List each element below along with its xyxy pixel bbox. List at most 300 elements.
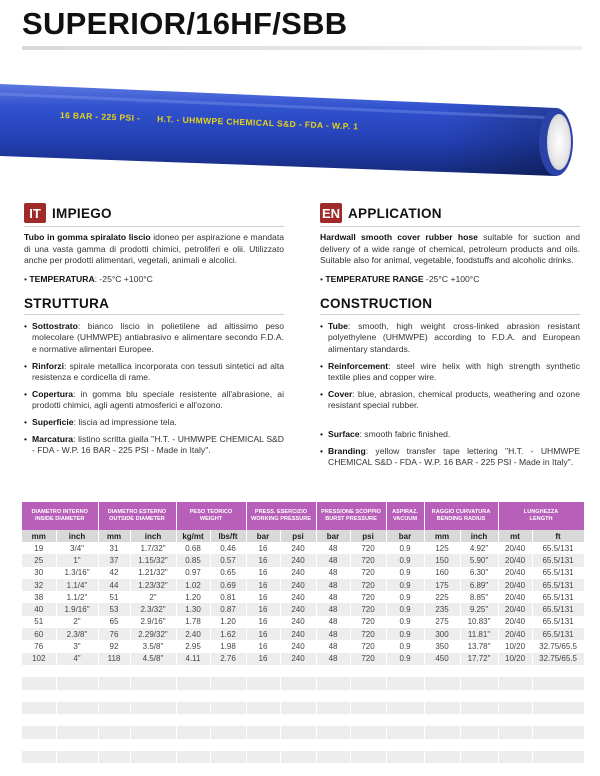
hose-print-main: H.T. - UHMWPE CHEMICAL S&D - FDA - W.P. 1: [156, 113, 359, 132]
construction-list-it: [24, 321, 284, 457]
unit-header-cell: psi: [350, 530, 386, 542]
unit-header-cell: mm: [22, 530, 56, 542]
table-cell: 48: [316, 542, 350, 554]
table-cell: 19: [22, 542, 56, 554]
table-cell: [176, 677, 210, 689]
table-cell: [176, 726, 210, 738]
table-cell: [386, 677, 424, 689]
header-weight: PESO TEORICO WEIGHT: [176, 502, 246, 530]
table-cell: 51: [98, 591, 130, 603]
table-cell: 16: [246, 616, 280, 628]
table-cell: [424, 739, 460, 751]
table-cell: 0.9: [386, 653, 424, 665]
table-cell: 48: [316, 616, 350, 628]
table-row-empty: [22, 739, 584, 751]
table-cell: 20/40: [498, 616, 532, 628]
table-cell: 16: [246, 640, 280, 652]
table-cell: [56, 665, 98, 677]
table-cell: 2.3/8": [56, 628, 98, 640]
table-cell: [532, 726, 584, 738]
table-cell: 720: [350, 567, 386, 579]
table-cell: 20/40: [498, 579, 532, 591]
table-cell: [98, 690, 130, 702]
table-cell: [210, 714, 246, 726]
table-cell: [460, 726, 498, 738]
table-cell: 6.30": [460, 567, 498, 579]
table-cell: 92: [98, 640, 130, 652]
header-burst-pressure: PRESSIONE SCOPPIO BURST PRESSURE: [316, 502, 386, 530]
table-cell: 720: [350, 628, 386, 640]
table-cell: 3": [56, 640, 98, 652]
table-cell: 65.5/131: [532, 542, 584, 554]
table-cell: [498, 702, 532, 714]
table-cell: 1.23/32": [130, 579, 176, 591]
table-cell: 48: [316, 579, 350, 591]
table-cell: 2.76: [210, 653, 246, 665]
table-row-empty: [22, 665, 584, 677]
table-cell: [176, 751, 210, 763]
table-cell: 150: [424, 554, 460, 566]
table-cell: 720: [350, 640, 386, 652]
table-cell: [130, 677, 176, 689]
table-cell: 0.9: [386, 579, 424, 591]
table-cell: [210, 690, 246, 702]
language-badge-it: IT: [24, 203, 46, 223]
table-cell: [130, 739, 176, 751]
table-row: [22, 579, 584, 591]
table-cell: 2.95: [176, 640, 210, 652]
list-item: • Cover: blue, abrasion, chemical products, weathering and ozone resistant special rubber.: [320, 389, 580, 412]
table-cell: [56, 726, 98, 738]
table-cell: [246, 702, 280, 714]
table-cell: 240: [280, 603, 316, 615]
table-cell: 51: [22, 616, 56, 628]
unit-header-cell: inch: [56, 530, 98, 542]
table-cell: 0.9: [386, 628, 424, 640]
table-cell: 0.57: [210, 554, 246, 566]
table-cell: [386, 726, 424, 738]
table-row: [22, 603, 584, 615]
table-cell: 32: [22, 579, 56, 591]
section-title-struttura: STRUTTURA: [24, 295, 110, 311]
table-cell: 32.75/65.5: [532, 653, 584, 665]
table-cell: 0.68: [176, 542, 210, 554]
table-cell: 2.3/32": [130, 603, 176, 615]
table-cell: 0.65: [210, 567, 246, 579]
table-cell: 1.15/32": [130, 554, 176, 566]
unit-header-cell: mm: [424, 530, 460, 542]
table-cell: 9.25": [460, 603, 498, 615]
temperature-en: • TEMPERATURE RANGE -25°C +100°C: [320, 273, 480, 284]
table-cell: 1.7/32": [130, 542, 176, 554]
unit-header-cell: ft: [532, 530, 584, 542]
table-cell: 20/40: [498, 567, 532, 579]
hose-liner-end: [547, 114, 571, 170]
table-cell: [460, 690, 498, 702]
table-cell: 0.46: [210, 542, 246, 554]
table-cell: 65.5/131: [532, 591, 584, 603]
table-cell: 0.85: [176, 554, 210, 566]
table-cell: 53: [98, 603, 130, 615]
table-row-empty: [22, 677, 584, 689]
table-cell: 2.9/16": [130, 616, 176, 628]
table-cell: 1.20: [176, 591, 210, 603]
table-cell: 16: [246, 628, 280, 640]
table-cell: 1.1/4": [56, 579, 98, 591]
table-cell: 720: [350, 579, 386, 591]
table-cell: 1.62: [210, 628, 246, 640]
list-item: • Surface: smooth fabric finished.: [320, 429, 580, 441]
table-cell: 65: [98, 616, 130, 628]
table-cell: [210, 702, 246, 714]
table-cell: 1.02: [176, 579, 210, 591]
table-cell: [246, 714, 280, 726]
table-cell: [460, 714, 498, 726]
table-cell: [386, 714, 424, 726]
table-cell: 235: [424, 603, 460, 615]
table-body: [22, 542, 584, 763]
list-item: • Rinforzi: spirale metallica incorporata con tessuti sintetici ad alta resistenza e cordicella di rame.: [24, 361, 284, 384]
table-cell: [424, 714, 460, 726]
table-cell: 16: [246, 603, 280, 615]
table-cell: 65.5/131: [532, 579, 584, 591]
table-cell: 3/4": [56, 542, 98, 554]
table-cell: 20/40: [498, 603, 532, 615]
table-cell: 20/40: [498, 628, 532, 640]
table-cell: 38: [22, 591, 56, 603]
intro-paragraph-en: Hardwall smooth cover rubber hose suitable for suction and delivery of a wide range of chemical, petroleum products and oils. Suitable also for animal, vegetable, foodstuffs and alcoholic drinks.: [320, 232, 580, 266]
table-cell: [424, 665, 460, 677]
table-cell: 10/20: [498, 640, 532, 652]
table-cell: 65.5/131: [532, 628, 584, 640]
table-cell: [424, 677, 460, 689]
header-length: LUNGHEZZA LENGTH: [498, 502, 584, 530]
table-cell: 2.40: [176, 628, 210, 640]
table-cell: 42: [98, 567, 130, 579]
hose-print-left: 16 BAR - 225 PSI -: [59, 110, 144, 124]
table-cell: [532, 702, 584, 714]
table-cell: [316, 702, 350, 714]
table-cell: 6.89": [460, 579, 498, 591]
table-cell: 300: [424, 628, 460, 640]
table-cell: [246, 726, 280, 738]
table-cell: [22, 677, 56, 689]
table-cell: 0.87: [210, 603, 246, 615]
table-cell: 10/20: [498, 653, 532, 665]
table-row-empty: [22, 690, 584, 702]
unit-header-cell: lbs/ft: [210, 530, 246, 542]
table-cell: 16: [246, 567, 280, 579]
table-cell: [56, 702, 98, 714]
table-cell: [22, 690, 56, 702]
table-cell: [130, 690, 176, 702]
table-cell: 240: [280, 616, 316, 628]
table-cell: 65.5/131: [532, 603, 584, 615]
table-cell: 48: [316, 603, 350, 615]
table-cell: 0.9: [386, 603, 424, 615]
list-item: • Copertura: in gomma blu speciale resistente all'abrasione, ai prodotti chimici, agli agenti atmosferici e all'ozono.: [24, 389, 284, 412]
table-cell: 30: [22, 567, 56, 579]
table-cell: 0.9: [386, 640, 424, 652]
table-cell: 1.9/16": [56, 603, 98, 615]
header-working-pressure: PRESS. ESERCIZIO WORKING PRESSURE: [246, 502, 316, 530]
table-row: [22, 653, 584, 665]
table-cell: [22, 702, 56, 714]
table-cell: [210, 665, 246, 677]
table-cell: [130, 702, 176, 714]
list-item: • Reinforcement: steel wire helix with high strength synthetic textile plies and copper wire.: [320, 361, 580, 384]
table-cell: 48: [316, 640, 350, 652]
table-cell: 32.75/65.5: [532, 640, 584, 652]
unit-header-cell: mt: [498, 530, 532, 542]
table-cell: [130, 751, 176, 763]
table-cell: [56, 677, 98, 689]
table-row: [22, 567, 584, 579]
table-cell: [460, 702, 498, 714]
table-cell: [130, 665, 176, 677]
table-cell: 1": [56, 554, 98, 566]
table-cell: 450: [424, 653, 460, 665]
table-cell: [176, 714, 210, 726]
table-row-empty: [22, 702, 584, 714]
table-cell: 240: [280, 554, 316, 566]
unit-header-cell: inch: [460, 530, 498, 542]
table-cell: 160: [424, 567, 460, 579]
table-cell: [210, 726, 246, 738]
section-title-application: APPLICATION: [348, 205, 442, 221]
table-cell: 275: [424, 616, 460, 628]
table-cell: 240: [280, 628, 316, 640]
table-cell: 4.92": [460, 542, 498, 554]
table-cell: 0.9: [386, 542, 424, 554]
table-cell: [210, 751, 246, 763]
table-cell: [350, 751, 386, 763]
table-cell: 65.5/131: [532, 616, 584, 628]
table-cell: [350, 677, 386, 689]
unit-header-cell: bar: [316, 530, 350, 542]
table-cell: [460, 677, 498, 689]
table-cell: 225: [424, 591, 460, 603]
table-cell: [532, 714, 584, 726]
italian-section: [24, 203, 284, 457]
table-cell: [316, 714, 350, 726]
table-cell: 1.20: [210, 616, 246, 628]
header-inside-diameter: DIAMETRO INTERNO INSIDE DIAMETER: [22, 502, 98, 530]
table-cell: 2.29/32": [130, 628, 176, 640]
table-cell: 48: [316, 628, 350, 640]
unit-header-cell: inch: [130, 530, 176, 542]
table-cell: 65.5/131: [532, 567, 584, 579]
unit-header-cell: kg/mt: [176, 530, 210, 542]
table-cell: [22, 751, 56, 763]
table-cell: 720: [350, 591, 386, 603]
table-cell: 48: [316, 567, 350, 579]
section-divider: [24, 226, 284, 227]
table-cell: [498, 726, 532, 738]
table-cell: [56, 690, 98, 702]
table-cell: [532, 690, 584, 702]
table-cell: [176, 665, 210, 677]
table-cell: [316, 726, 350, 738]
table-cell: [280, 665, 316, 677]
list-item: • Superficie: liscia ad impressione tela.: [24, 417, 284, 429]
page-title: SUPERIOR/16HF/SBB: [22, 6, 348, 41]
unit-header-cell: psi: [280, 530, 316, 542]
table-cell: 11.81": [460, 628, 498, 640]
table-cell: [280, 714, 316, 726]
table-cell: 0.9: [386, 616, 424, 628]
table-cell: 240: [280, 567, 316, 579]
title-underline: [22, 46, 582, 50]
table-cell: 20/40: [498, 554, 532, 566]
table-cell: 4.5/8": [130, 653, 176, 665]
table-cell: 4": [56, 653, 98, 665]
table-cell: 240: [280, 542, 316, 554]
table-cell: [280, 739, 316, 751]
table-cell: [22, 726, 56, 738]
table-cell: [424, 702, 460, 714]
table-cell: 118: [98, 653, 130, 665]
section-title-impiego: IMPIEGO: [52, 205, 112, 221]
table-cell: [498, 677, 532, 689]
table-row-empty: [22, 751, 584, 763]
table-cell: [280, 690, 316, 702]
table-cell: 1.3/16": [56, 567, 98, 579]
table-cell: [316, 665, 350, 677]
table-cell: 720: [350, 616, 386, 628]
english-section: [320, 203, 580, 469]
table-cell: [280, 702, 316, 714]
list-item: • Tube: smooth, high weight cross-linked abrasion resistant polyethylene (UHMWPE) according to F.D.A. and European alimentary standards.: [320, 321, 580, 356]
table-cell: [56, 739, 98, 751]
table-cell: 5.90": [460, 554, 498, 566]
table-cell: [350, 726, 386, 738]
table-cell: 40: [22, 603, 56, 615]
list-item: • Marcatura: listino scritta gialla "H.T. - UHMWPE CHEMICAL S&D - FDA - W.P. 16 BAR - 225 PSI - Made in Italy".: [24, 434, 284, 457]
table-cell: 720: [350, 653, 386, 665]
table-cell: 240: [280, 653, 316, 665]
table-cell: [22, 739, 56, 751]
table-cell: [460, 665, 498, 677]
table-cell: 240: [280, 579, 316, 591]
table-cell: 175: [424, 579, 460, 591]
table-cell: [424, 726, 460, 738]
table-cell: [98, 677, 130, 689]
table-cell: [350, 739, 386, 751]
table-row: [22, 542, 584, 554]
table-cell: 4.11: [176, 653, 210, 665]
table-cell: [424, 751, 460, 763]
unit-header-cell: bar: [246, 530, 280, 542]
intro-paragraph-it: Tubo in gomma spiralato liscio idoneo per aspirazione e mandata di una vasta gamma di prodotti chimici, petroliferi e olii. Utilizzato anche per prodotti alimentari, vegetali, animali e alcolici.: [24, 232, 284, 266]
table-cell: 2": [56, 616, 98, 628]
table-cell: [98, 665, 130, 677]
table-cell: [532, 665, 584, 677]
table-cell: [280, 677, 316, 689]
table-cell: 125: [424, 542, 460, 554]
table-row: [22, 591, 584, 603]
table-cell: [386, 739, 424, 751]
table-row-empty: [22, 714, 584, 726]
table-cell: [98, 739, 130, 751]
table-cell: 102: [22, 653, 56, 665]
table-cell: [350, 714, 386, 726]
table-group-header: [22, 502, 584, 530]
table-cell: [316, 739, 350, 751]
table-cell: 350: [424, 640, 460, 652]
table-cell: 48: [316, 653, 350, 665]
language-badge-en: EN: [320, 203, 342, 223]
table-cell: [176, 739, 210, 751]
table-cell: 44: [98, 579, 130, 591]
table-cell: 37: [98, 554, 130, 566]
table-cell: [532, 677, 584, 689]
table-row: [22, 640, 584, 652]
table-cell: 1.21/32": [130, 567, 176, 579]
section-divider: [320, 314, 580, 315]
header-outside-diameter: DIAMETRO ESTERNO OUTSIDE DIAMETER: [98, 502, 176, 530]
table-cell: [498, 751, 532, 763]
table-cell: 16: [246, 591, 280, 603]
table-row-empty: [22, 726, 584, 738]
section-divider: [320, 226, 580, 227]
table-cell: 1.1/2": [56, 591, 98, 603]
table-row: [22, 554, 584, 566]
header-bending-radius: RAGGIO CURVATURA BENDING RADIUS: [424, 502, 498, 530]
table-cell: 31: [98, 542, 130, 554]
table-cell: [386, 690, 424, 702]
table-cell: [280, 726, 316, 738]
table-cell: [316, 690, 350, 702]
list-item: • Branding: yellow transfer tape lettering "H.T. - UHMWPE CHEMICAL S&D - FDA - W.P. 16 BAR - 225 PSI - Made in Italy".: [320, 446, 580, 469]
table-cell: [532, 751, 584, 763]
table-cell: 8.85": [460, 591, 498, 603]
unit-header-cell: bar: [386, 530, 424, 542]
table-cell: [386, 751, 424, 763]
table-row: [22, 628, 584, 640]
table-cell: 76: [22, 640, 56, 652]
table-cell: 1.78: [176, 616, 210, 628]
hose-image: [0, 60, 600, 180]
table-cell: [246, 751, 280, 763]
table-cell: [316, 751, 350, 763]
table-cell: 13.78": [460, 640, 498, 652]
table-cell: [22, 665, 56, 677]
table-cell: [98, 726, 130, 738]
section-title-construction: CONSTRUCTION: [320, 295, 433, 311]
table-cell: 0.69: [210, 579, 246, 591]
table-cell: [350, 665, 386, 677]
table-unit-header: [22, 530, 584, 542]
table-row: [22, 616, 584, 628]
header-vacuum: ASPIRAZ. VACUUM: [386, 502, 424, 530]
table-cell: 720: [350, 542, 386, 554]
table-cell: [246, 690, 280, 702]
table-cell: [498, 739, 532, 751]
table-cell: 1.30: [176, 603, 210, 615]
unit-header-cell: mm: [98, 530, 130, 542]
table-cell: 16: [246, 653, 280, 665]
table-cell: 16: [246, 542, 280, 554]
table-cell: 720: [350, 603, 386, 615]
table-cell: [460, 751, 498, 763]
table-cell: [386, 702, 424, 714]
table-cell: [130, 714, 176, 726]
table-cell: [130, 726, 176, 738]
table-cell: 0.9: [386, 567, 424, 579]
table-cell: 0.97: [176, 567, 210, 579]
table-cell: 0.9: [386, 591, 424, 603]
